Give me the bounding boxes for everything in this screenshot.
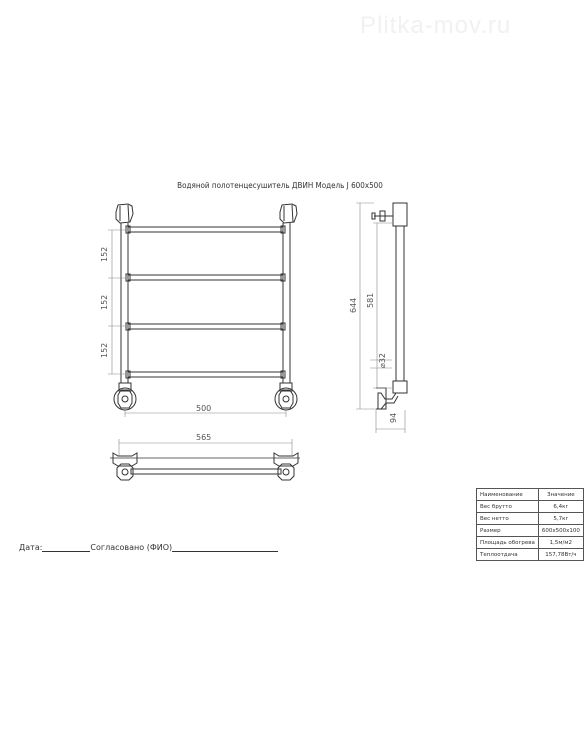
date-label: Дата: xyxy=(19,543,43,552)
top-view-bar xyxy=(110,458,300,474)
rung-3 xyxy=(126,323,285,330)
front-spacing-3-label: 152 xyxy=(100,342,109,358)
spec-header-name: Наименование xyxy=(477,489,539,501)
rung-1 xyxy=(126,226,285,233)
spec-name: Вес брутто xyxy=(477,501,539,513)
rung-4 xyxy=(126,371,285,378)
approved-blank xyxy=(172,543,278,552)
watermark: Plitka-mov.ru xyxy=(360,12,512,39)
front-spacing-2-label: 152 xyxy=(100,294,109,310)
side-bottom-valve xyxy=(376,381,407,409)
drawing-title: Водяной полотенцесушитель ДВИН Модель J 600х500 xyxy=(177,181,383,190)
side-dimensions xyxy=(356,203,405,433)
rung-2 xyxy=(126,274,285,281)
left-bottom-valve xyxy=(114,383,136,410)
side-inner-height-label: 581 xyxy=(366,292,375,308)
approved-label: Согласовано (ФИО) xyxy=(90,543,173,552)
front-view xyxy=(108,204,297,417)
spec-value: 1,5м/м2 xyxy=(538,537,583,549)
spec-name: Размер xyxy=(477,525,539,537)
left-upright xyxy=(121,223,128,383)
spec-value: 600х500х100 xyxy=(538,525,583,537)
side-pipe xyxy=(396,226,404,381)
table-row xyxy=(477,513,584,525)
spec-header-value: Значение xyxy=(538,489,583,501)
spec-value: 5,7кг xyxy=(538,513,583,525)
spec-table xyxy=(476,488,584,561)
top-right-flange xyxy=(274,453,298,480)
spec-name: Вес нетто xyxy=(477,513,539,525)
front-spacing-1-label: 152 xyxy=(100,246,109,262)
signature-line xyxy=(19,543,278,552)
spec-table-header xyxy=(477,489,584,501)
side-top-bracket xyxy=(372,203,407,226)
right-bottom-valve xyxy=(275,383,297,410)
right-top-cap xyxy=(280,204,297,223)
side-total-height-label: 644 xyxy=(349,297,358,313)
right-upright xyxy=(283,223,290,383)
left-top-cap xyxy=(116,204,133,223)
side-pipe-diameter-label: ⌀32 xyxy=(378,353,387,368)
table-row xyxy=(477,537,584,549)
table-row xyxy=(477,549,584,561)
table-row xyxy=(477,501,584,513)
top-left-flange xyxy=(113,453,137,480)
side-depth-label: 94 xyxy=(389,412,398,423)
side-view xyxy=(356,203,407,433)
spec-name: Площадь обогрева xyxy=(477,537,539,549)
top-view xyxy=(110,439,300,480)
spec-value: 157,78Вт/ч xyxy=(538,549,583,561)
date-blank xyxy=(42,543,90,552)
spec-name: Теплоотдача xyxy=(477,549,539,561)
spec-value: 6,4кг xyxy=(538,501,583,513)
table-row xyxy=(477,525,584,537)
top-width-label: 565 xyxy=(196,433,212,442)
front-width-label: 500 xyxy=(196,404,212,413)
